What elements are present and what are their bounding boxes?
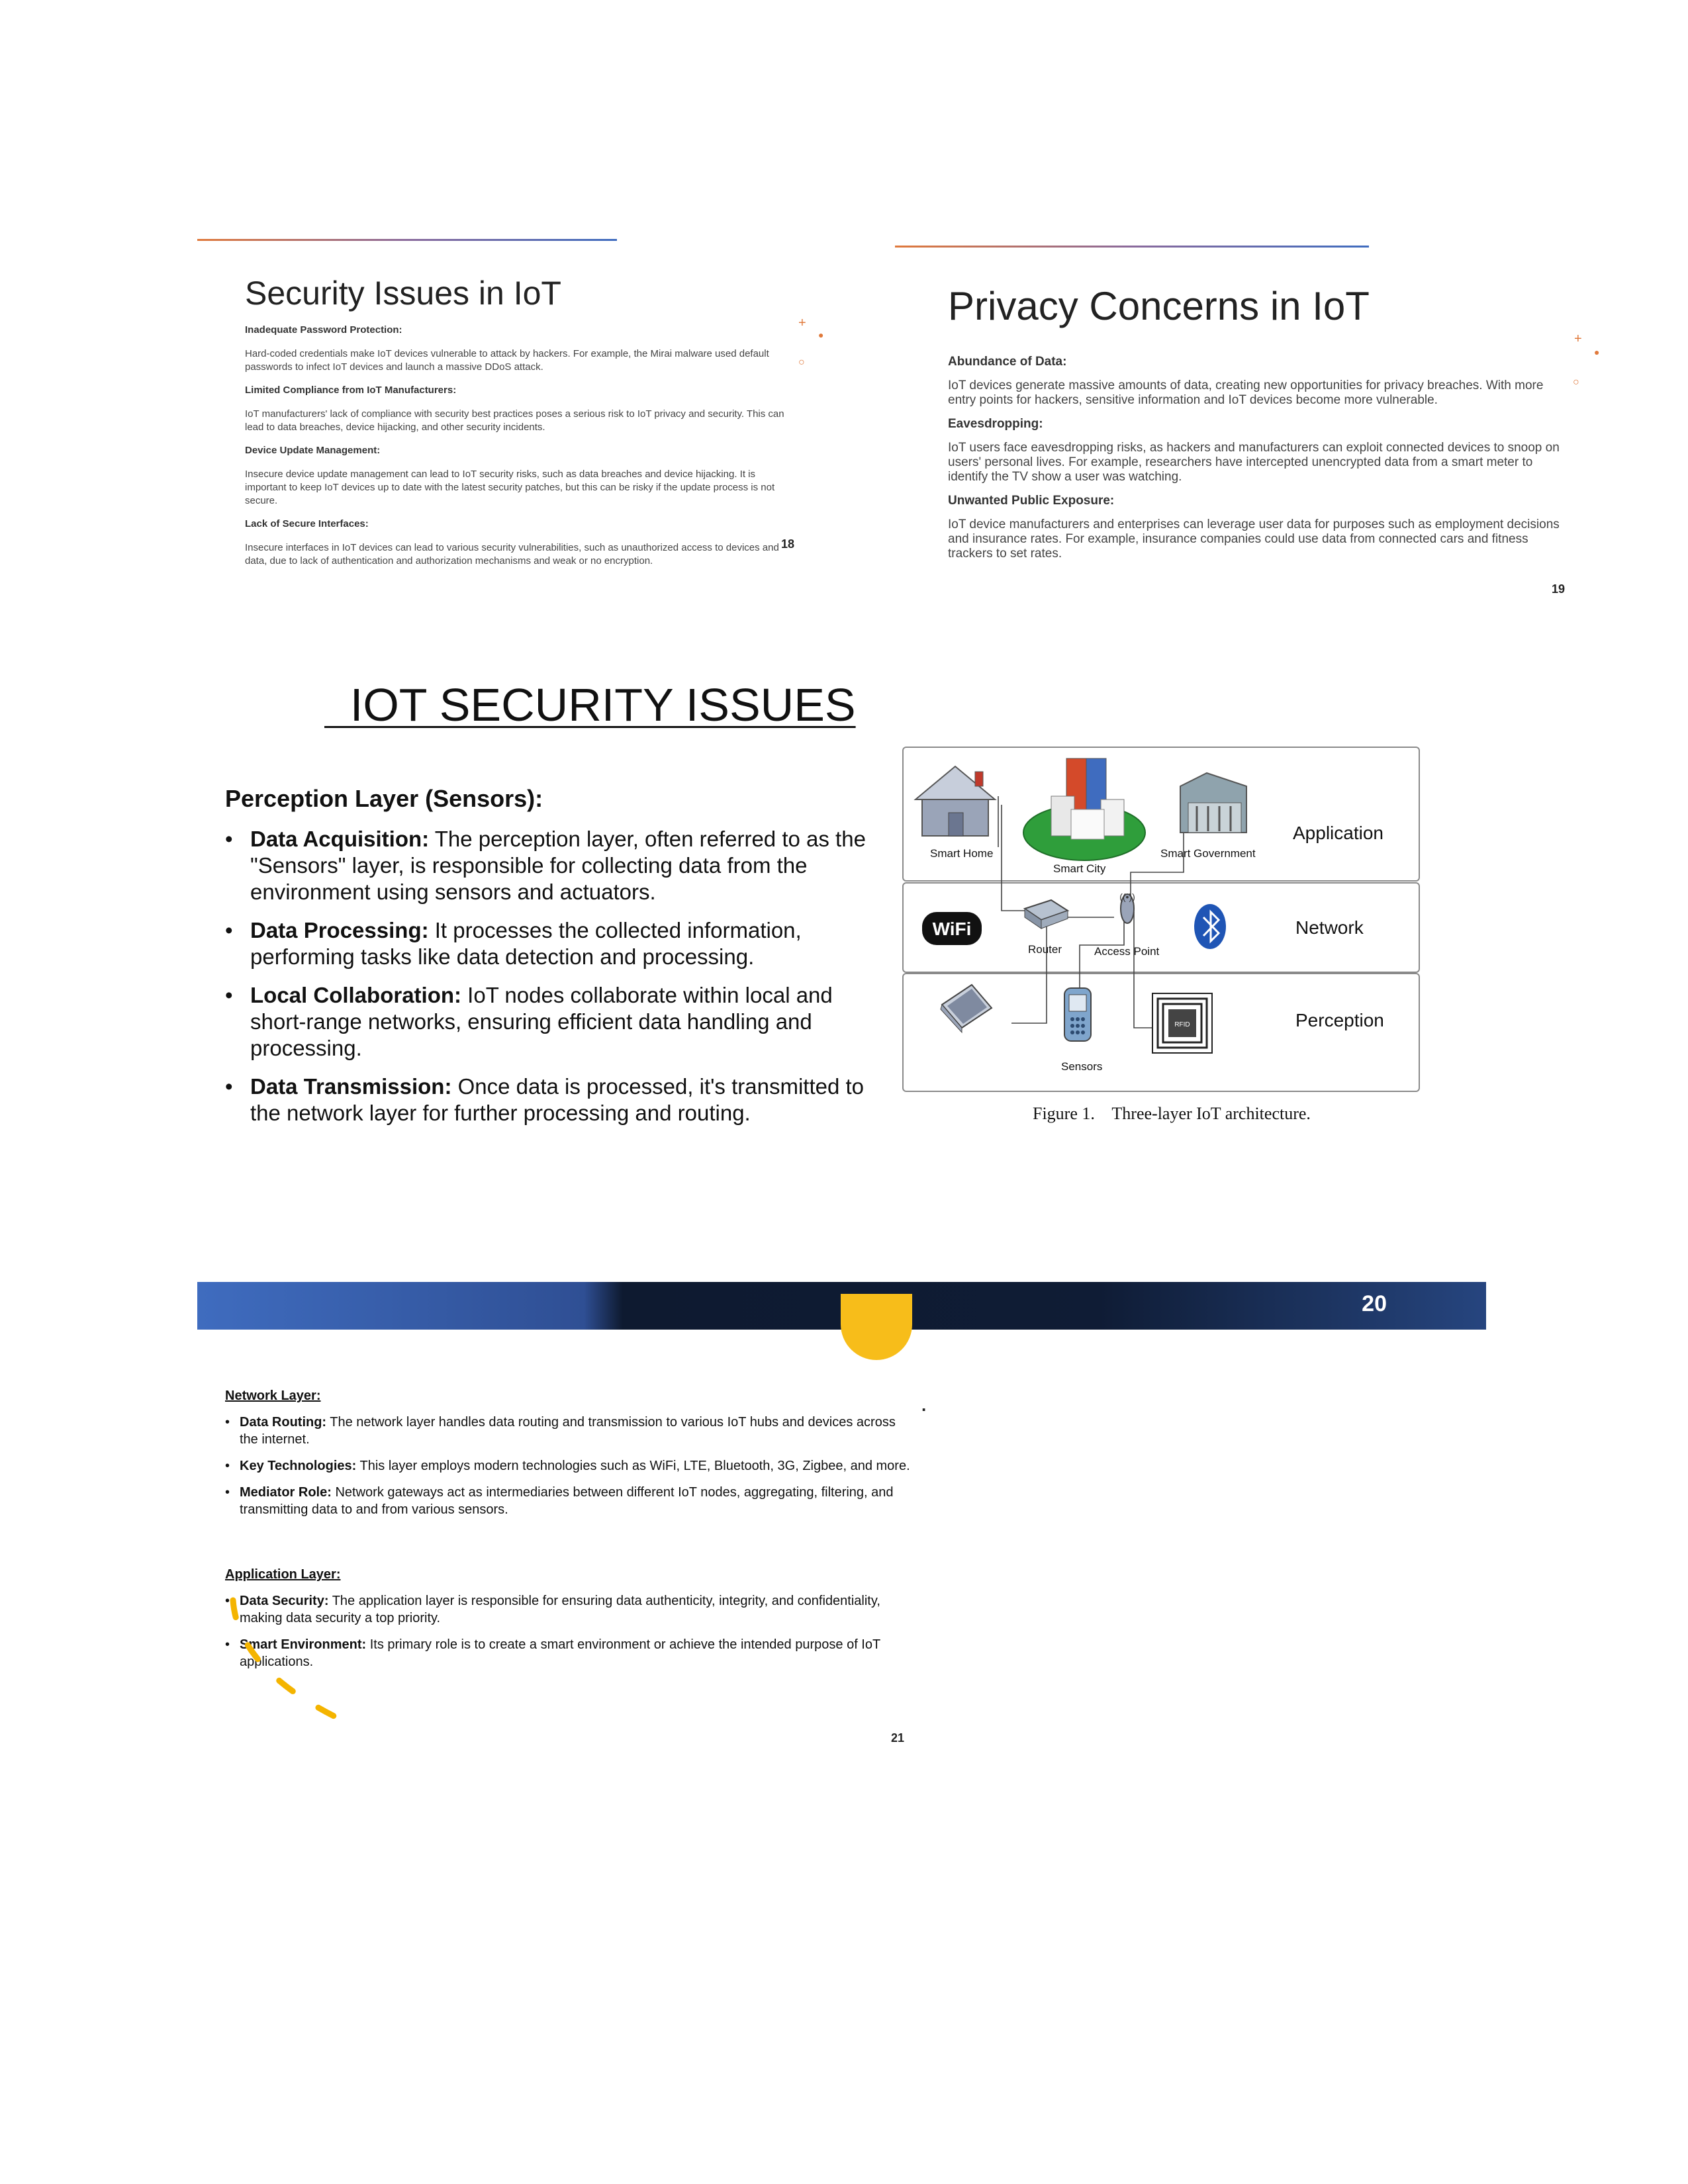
svg-text:((•)): ((•)) bbox=[1119, 891, 1135, 902]
section-heading: Abundance of Data: bbox=[948, 355, 1067, 369]
yellow-dashed-arc bbox=[218, 1595, 377, 1754]
label-sensors: Sensors bbox=[1061, 1060, 1103, 1073]
smart-home-icon bbox=[915, 766, 995, 836]
network-layer-bullets bbox=[225, 1414, 914, 1527]
access-point-icon bbox=[1119, 891, 1135, 923]
slide18-body bbox=[245, 324, 794, 578]
slide19-title: Privacy Concerns in IoT bbox=[948, 284, 1370, 328]
section-heading: Lack of Secure Interfaces: bbox=[245, 518, 369, 529]
list-item: • Data Security: The application layer is responsible for ensuring data authenticity, integrity, and confidentiality, making data security a top priority. bbox=[225, 1592, 914, 1627]
section-text: Insecure device update management can lead to IoT security risks, such as data breaches and device hijacking. It is important to keep IoT devices up to date with the latest security patches, but this can be risky if the update process is not secure. bbox=[245, 469, 775, 506]
ring-icon: ○ bbox=[798, 357, 805, 368]
list-item: • Key Technologies: This layer employs modern technologies such as WiFi, LTE, Bluetooth, 3G, Zigbee, and more. bbox=[225, 1457, 914, 1475]
layer-label-network: Network bbox=[1295, 917, 1364, 938]
label-smart-government: Smart Government bbox=[1160, 847, 1256, 860]
list-item: • Local Collaboration: IoT nodes collaborate within local and short-range networks, ensuring efficient data handling and processing. bbox=[225, 982, 887, 1062]
slide20-title: IOT SECURITY ISSUES bbox=[324, 679, 856, 731]
smart-city-icon bbox=[1023, 758, 1145, 860]
section-heading: Eavesdropping: bbox=[948, 417, 1043, 431]
laptop-icon bbox=[941, 985, 992, 1032]
list-item: • Mediator Role: Network gateways act as intermediaries between different IoT nodes, aggregating, filtering, and transmitting data to and from various sensors. bbox=[225, 1484, 914, 1518]
yellow-half-circle bbox=[841, 1294, 912, 1360]
section-text: Insecure interfaces in IoT devices can lead to various security vulnerabilities, such as unauthorized access to devices and data, due to lack of authentication and authorization mechanisms and weak or no encryption. bbox=[245, 542, 779, 567]
section-text: IoT device manufacturers and enterprises can leverage user data for purposes such as employment decisions and insurance rates. For example, insurance companies could use data from connected cars and fitness trackers to set rates. bbox=[948, 518, 1560, 561]
diagram-art bbox=[902, 747, 1419, 1091]
plus-icon: + bbox=[798, 316, 806, 330]
network-layer-heading: Network Layer: bbox=[225, 1388, 321, 1403]
smart-government-icon bbox=[1180, 773, 1246, 833]
list-item: • Data Processing: It processes the collected information, performing tasks like data detection and processing. bbox=[225, 917, 887, 970]
rfid-tag-icon bbox=[1152, 993, 1212, 1053]
slide19-page-number: 19 bbox=[1552, 582, 1566, 596]
section-text: IoT users face eavesdropping risks, as hackers and manufacturers can exploit connected devices to snoop on users' personal lives. For example, researchers have intercepted unencrypted data from a smart meter to identify the TV show a user was watching. bbox=[948, 441, 1560, 484]
list-item: • Data Transmission: Once data is processed, it's transmitted to the network layer for further processing and routing. bbox=[225, 1073, 887, 1126]
label-router: Router bbox=[1028, 943, 1062, 956]
wifi-text: WiFi bbox=[932, 919, 972, 939]
slide19-body bbox=[948, 355, 1560, 570]
section-heading: Limited Compliance from IoT Manufacturers: bbox=[245, 385, 457, 396]
list-item: • Smart Environment: Its primary role is to create a smart environment or achieve the intended purpose of IoT applications. bbox=[225, 1636, 914, 1670]
slide21-page-number: 21 bbox=[891, 1731, 905, 1745]
layer-label-application: Application bbox=[1293, 823, 1383, 843]
section-text: IoT manufacturers' lack of compliance with security best practices poses a serious risk to IoT privacy and security. This can lead to data breaches, device hijacking, and other security incidents. bbox=[245, 408, 784, 433]
slide19-top-rule bbox=[895, 246, 1369, 248]
label-smart-home: Smart Home bbox=[930, 847, 994, 860]
plus-icon: + bbox=[1574, 332, 1582, 346]
figure-caption: Figure 1. Three-layer IoT architecture. bbox=[1033, 1104, 1311, 1123]
rfid-text: RFID bbox=[1174, 1021, 1190, 1028]
dot-icon: ● bbox=[818, 330, 824, 340]
router-icon bbox=[1025, 900, 1068, 929]
dot-mark: . bbox=[921, 1395, 927, 1415]
label-smart-city: Smart City bbox=[1053, 862, 1106, 875]
list-item: • Data Routing: The network layer handles data routing and transmission to various IoT hubs and devices across the internet. bbox=[225, 1414, 914, 1448]
section-text: IoT devices generate massive amounts of data, creating new opportunities for privacy breaches. With more entry points for hackers, sensitive information and IoT devices become more vulnerable. bbox=[948, 379, 1544, 407]
layer-label-perception: Perception bbox=[1295, 1010, 1384, 1030]
perception-bullets bbox=[225, 826, 887, 1138]
section-heading: Unwanted Public Exposure: bbox=[948, 494, 1115, 508]
section-text: Hard-coded credentials make IoT devices vulnerable to attack by hackers. For example, the Mirai malware used default passwords to infect IoT devices and launch a massive DDoS attack. bbox=[245, 348, 769, 373]
section-heading: Inadequate Password Protection: bbox=[245, 324, 402, 336]
wifi-logo-icon bbox=[922, 912, 982, 945]
bluetooth-icon bbox=[1194, 904, 1226, 949]
sensor-device-icon bbox=[1064, 988, 1091, 1041]
dot-icon: ● bbox=[1594, 347, 1600, 357]
ring-icon: ○ bbox=[1573, 377, 1579, 388]
label-access-point: Access Point bbox=[1094, 945, 1160, 958]
slide18-top-rule bbox=[197, 239, 617, 241]
list-item: • Data Acquisition: The perception layer, often referred to as the "Sensors" layer, is responsible for collecting data from the environment using sensors and actuators. bbox=[225, 826, 887, 905]
application-layer-heading: Application Layer: bbox=[225, 1567, 341, 1582]
iot-architecture-diagram bbox=[902, 747, 1419, 1091]
slide18-page-number: 18 bbox=[781, 537, 795, 551]
section-heading: Device Update Management: bbox=[245, 445, 381, 456]
slide20-page-number: 20 bbox=[1362, 1291, 1387, 1316]
perception-heading: Perception Layer (Sensors): bbox=[225, 785, 543, 812]
slide18-title: Security Issues in IoT bbox=[245, 275, 561, 312]
